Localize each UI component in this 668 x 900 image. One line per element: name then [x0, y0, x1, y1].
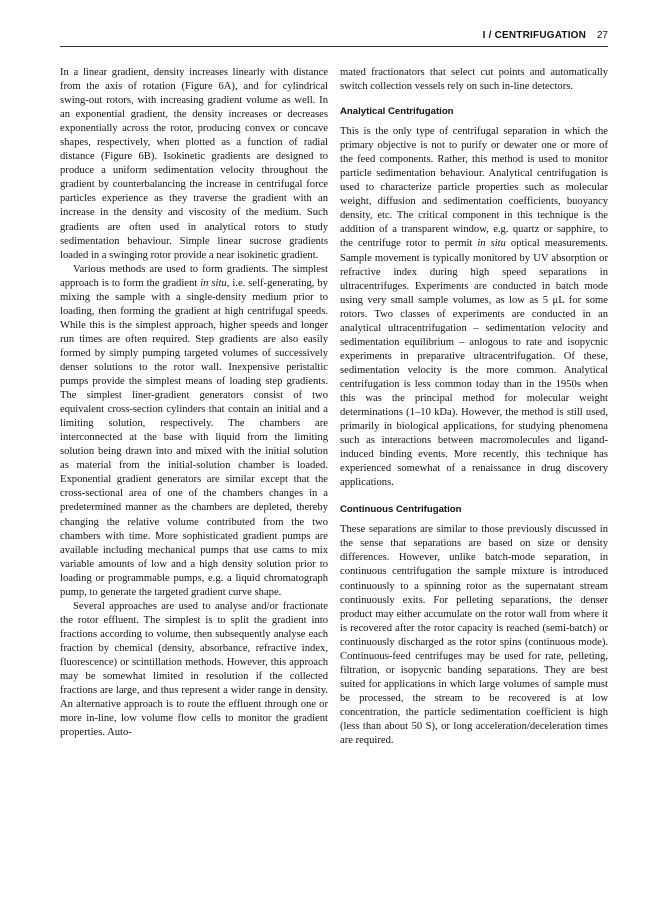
right-column [340, 66, 608, 748]
text: These separations are similar to those previously discussed in the sense that separations are based on size or density differences. However, unlike batch-mode separation, in continuous centrifugation the sample mixture is introduced continuously to a spinning rotor as the supernatant stream continuously exits. For pelleting separations, the denser product may either accumulate on the rotor wall from where it is recovered after the rotor capacity is reached (semi-batch) or continuously discharged as the rotor spins (continuous mode). Continuous-feed centrifuges may be used for rate, pelleting, filtration, or isopycnic banding separations. They are best suited for applications in which large volumes of sample must be processed, the stream to be recovered is at low concentration, the particle sedimentation coefficient is high (less than about 50 S), or long acceleration/deceleration times are required. [340, 524, 608, 747]
italic-term: in situ [477, 238, 506, 250]
paragraph-gradient-formation [60, 263, 328, 600]
paragraph-effluent-analysis [60, 600, 328, 740]
text: , i.e. self-generating, by mixing the sample with a single-density medium prior to loading, then forming the gradient at high centrifugal speeds. While this is the simplest approach, higher speeds and longer run times are often required. Step gradients are also easily formed by simply pumping targeted volumes of successively denser solutions to the rotor wall. Inexpensive peristaltic pumps provide the simplest means of loading step gradients. The simplest liner-gradient generators consist of two equivalent cross-section cylinders that contain an initial and a limiting solution, respectively. The chambers are interconnected at the base with liquid from the limiting solution being drawn into and mixed with the initial solution as material from the initial-solution chamber is loaded. Exponential gradient generators are similar except that the cross-sectional area of one of the chambers changes in a predetermined manner as the chambers are depleted, thereby changing the relative volume contributed from the two chambers with time. More sophisticated gradient pumps are available including mechanical pumps that use cams to mix variable amounts of low and a high density solution prior to loading or programmable pumps, e.g. a liquid chromatograph pump, to generate the targeted gradient curve shape. [60, 277, 329, 598]
text: In a linear gradient, density increases linearly with distance from the axis of rotation (Figure 6A), and for cylindrical swing-out rotors, with increasing gradient volume as well. In an exponential gradient, the density increases or decreases exponentially across the rotor, producing convex or concave shapes, respectively, when plotted as a function of radial distance (Figure 6B). Isokinetic gradients are designed to produce a uniform sedimentation velocity throughout the gradient by counterbalancing the increase in centrifugal force particles experience as they traverse the gradient with an increase in the density and viscosity of the medium. Such gradients are often used in analytical rotors to study sedimentation behaviour. Simple linear sucrose gradients loaded in a swinging rotor provide a near isokinetic gradient. [60, 67, 328, 261]
heading-analytical-centrifugation: Analytical Centrifugation [340, 106, 454, 118]
paragraph-continuation [340, 66, 608, 94]
running-head [483, 30, 608, 41]
italic-term: in situ [200, 277, 227, 289]
heading-continuous-centrifugation: Continuous Centrifugation [340, 504, 462, 516]
text: Various methods are used to form gradients. The simplest approach is to form the gradient [60, 263, 328, 289]
text: optical measurements. Sample movement is typically monitored by UV absorption or refractive index during high speed separations in ultracentrifuges. Experiments are conducted in batch mode using very small sample volumes, as low as 5 μL for some rotors. Two classes of experiments are conducted in an analytical ultracentrifugation – sedimentation velocity and sedimentation equilibrium – anlogous to rate and isopycnic experiments in preparative ultracentrifugation. Of these, sedimentation velocity is the more common. Analytical centrifugation is less common today than in the 1950s when this was the principal method for molecular weight determinations (1–10 kDa). However, the method is still used, primarily in biological applications, for studying phenomena such as interactions between macromolecules and ligand-induced binding events. More recently, this technique has experienced somewhat of a renaissance in drug discovery applications. [340, 238, 608, 489]
paragraph-analytical [340, 125, 608, 490]
header-rule [60, 46, 608, 47]
text: mated fractionators that select cut points and automatically switch collection vessels rely on such in-line detectors. [340, 67, 608, 93]
section-title: I / CENTRIFUGATION [482, 30, 587, 41]
text: This is the only type of centrifugal separation in which the primary objective is not to purify or dewater one or more of the feed components. Rather, this method is used to monitor particle sedimentation behaviour. Analytical centrifugation is used to characterize particle properties such as molecular weight, diffusion and sedimentation coefficients, buoyancy density, etc. The critical component in this technique is the addition of a transparent window, e.g. quartz or sapphire, to the centrifuge rotor to permit [340, 126, 608, 250]
text: Several approaches are used to analyse and/or fractionate the rotor effluent. The simplest is to split the gradient into fractions according to volume, then subsequently analyse each fraction by chemical (density, absorbance, refractive index, fluorescence) or scintillation methods. However, this approach may be somewhat limited in resolution if the collected fractions are large, and thus represent a wider range in density. An alternative approach is to route the effluent through one or more in-line, low volume flow cells to monitor the gradient properties. Auto- [60, 600, 328, 739]
page-number: 27 [596, 30, 608, 41]
left-column [60, 66, 328, 740]
paragraph-gradients [60, 66, 328, 263]
paragraph-continuous [340, 523, 608, 748]
